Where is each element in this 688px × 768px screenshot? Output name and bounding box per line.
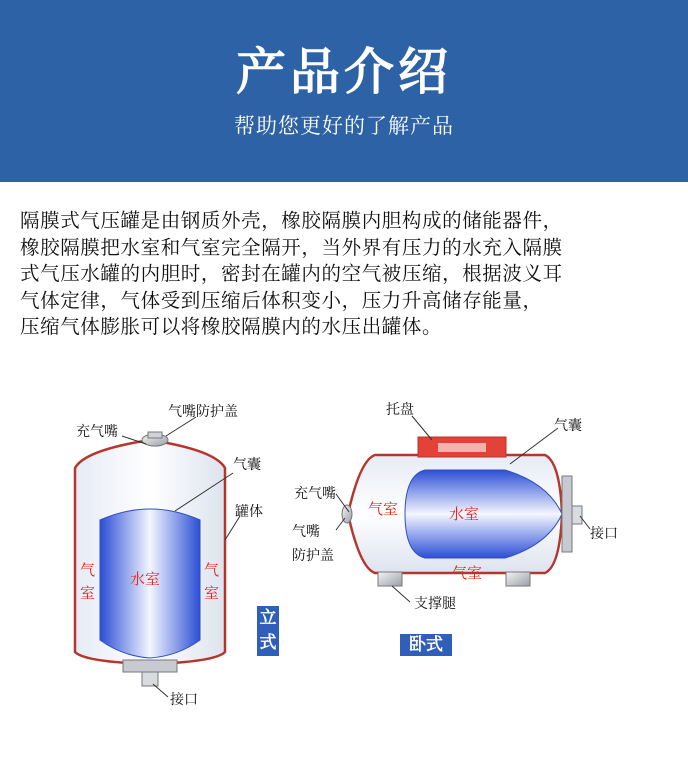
bladder-label: 气囊 — [554, 418, 582, 434]
air-chamber-label-left: 气室 — [80, 561, 96, 602]
support-leg-icon — [506, 572, 530, 586]
page-title: 产品介绍 — [236, 43, 452, 101]
vertical-tank — [75, 403, 263, 708]
support-leg-icon — [378, 572, 402, 586]
vertical-type-badge-text: 立 式 — [259, 608, 277, 653]
horizontal-type-badge: 卧式 — [400, 634, 452, 656]
description-line: 气体定律，气体受到压缩后体积变小，压力升高储存能量， — [20, 288, 543, 312]
water-outlet-flange-icon — [123, 660, 177, 672]
description-line: 隔膜式气压罐是由钢质外壳，橡胶隔膜内胆构成的储能器件， — [20, 209, 563, 232]
valve-cap-label: 气嘴防护盖 — [168, 404, 238, 420]
description-line: 压缩气体膨胀可以将橡胶隔膜内的水压出罐体。 — [20, 315, 443, 338]
bladder-label: 气囊 — [233, 457, 261, 473]
water-chamber-label: 水室 — [130, 570, 161, 588]
description-line: 橡胶隔膜把水室和气室完全隔开，当外界有压力的水充入隔膜 — [20, 235, 563, 259]
support-leg-label: 支撑腿 — [414, 596, 456, 612]
water-chamber-label: 水室 — [449, 505, 480, 523]
vertical-type-badge — [257, 606, 279, 656]
inflation-valve-icon — [148, 432, 162, 438]
air-chamber-label-left: 气室 — [368, 500, 399, 518]
inflation-valve-label: 充气嘴 — [294, 486, 336, 502]
port-pipe-icon — [572, 506, 582, 524]
flange-icon — [562, 476, 572, 552]
water-outlet-pipe-icon — [142, 672, 158, 686]
tank-body-label: 罐体 — [235, 504, 263, 520]
horizontal-tank — [292, 401, 618, 612]
valve-cap-label: 气嘴防护盖 — [292, 524, 334, 564]
inflation-valve-label: 充气嘴 — [76, 424, 118, 440]
air-chamber-label-right: 气室 — [204, 561, 220, 602]
tray-inner-icon — [438, 443, 486, 452]
port-label: 接口 — [590, 526, 618, 542]
port-label: 接口 — [170, 692, 198, 708]
tray-label: 托盘 — [386, 402, 414, 418]
description-line: 式气压水罐的内胆时，密封在罐内的空气被压缩，根据波义耳 — [20, 262, 563, 285]
page-subtitle: 帮助您更好的了解产品 — [234, 114, 454, 138]
air-chamber-label-bottom: 气室 — [452, 564, 483, 582]
